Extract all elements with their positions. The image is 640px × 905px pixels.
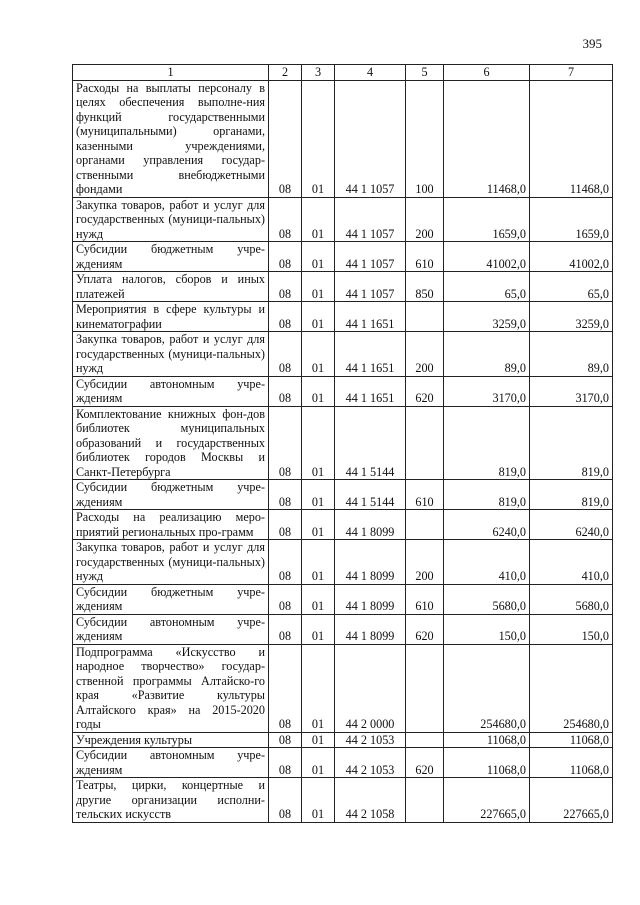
table-row: [73, 778, 613, 823]
amount-cell: 3170,0: [444, 376, 530, 406]
table-body: [73, 80, 613, 822]
table-row: [73, 242, 613, 272]
subsection-code-cell: 01: [302, 376, 335, 406]
subsection-code-cell: 01: [302, 732, 335, 748]
amount-cell: 150,0: [444, 614, 530, 644]
section-code-cell: 08: [269, 732, 302, 748]
target-article-cell: 44 2 1053: [335, 748, 406, 778]
amount-cell: 819,0: [444, 406, 530, 480]
section-code-cell: 08: [269, 272, 302, 302]
table-row: [73, 272, 613, 302]
amount-total-cell: 1659,0: [530, 197, 613, 242]
section-code-cell: 08: [269, 510, 302, 540]
row-name-cell: Закупка товаров, работ и услуг для государственных (муници-пальных) нужд: [73, 197, 269, 242]
expense-type-cell: [406, 732, 444, 748]
amount-total-cell: 11068,0: [530, 748, 613, 778]
amount-cell: 5680,0: [444, 584, 530, 614]
subsection-code-cell: 01: [302, 197, 335, 242]
expense-type-cell: 620: [406, 748, 444, 778]
subsection-code-cell: 01: [302, 510, 335, 540]
amount-total-cell: 3170,0: [530, 376, 613, 406]
budget-table: [72, 64, 613, 823]
amount-cell: 6240,0: [444, 510, 530, 540]
target-article-cell: 44 1 1057: [335, 242, 406, 272]
subsection-code-cell: 01: [302, 778, 335, 823]
column-header: 4: [335, 65, 406, 81]
amount-cell: 227665,0: [444, 778, 530, 823]
row-name-cell: Расходы на выплаты персоналу в целях обеспечения выполне-ния функций государственными (муниципальными) органами, казенными учреждениями, органами управления государ-ственными внебюджетными фондами: [73, 80, 269, 197]
row-name-cell: Подпрограмма «Искусство и народное творчество» государ-ственной программы Алтайско-го края «Развитие культуры Алтайского края» на 2015-2020 годы: [73, 644, 269, 732]
expense-type-cell: 200: [406, 332, 444, 377]
amount-total-cell: 5680,0: [530, 584, 613, 614]
row-name-cell: Уплата налогов, сборов и иных платежей: [73, 272, 269, 302]
column-header: 3: [302, 65, 335, 81]
expense-type-cell: 100: [406, 80, 444, 197]
expense-type-cell: 610: [406, 242, 444, 272]
section-code-cell: 08: [269, 376, 302, 406]
amount-cell: 11068,0: [444, 748, 530, 778]
row-name-cell: Закупка товаров, работ и услуг для государственных (муници-пальных) нужд: [73, 540, 269, 585]
expense-type-cell: [406, 406, 444, 480]
row-name-cell: Субсидии бюджетным учре-ждениям: [73, 584, 269, 614]
expense-type-cell: 200: [406, 197, 444, 242]
amount-cell: 65,0: [444, 272, 530, 302]
row-name-cell: Расходы на реализацию меро-приятий региональных про-грамм: [73, 510, 269, 540]
row-name-cell: Субсидии автономным учре-ждениям: [73, 748, 269, 778]
subsection-code-cell: 01: [302, 748, 335, 778]
section-code-cell: 08: [269, 778, 302, 823]
amount-total-cell: 254680,0: [530, 644, 613, 732]
subsection-code-cell: 01: [302, 406, 335, 480]
subsection-code-cell: 01: [302, 540, 335, 585]
amount-cell: 410,0: [444, 540, 530, 585]
target-article-cell: 44 1 5144: [335, 406, 406, 480]
subsection-code-cell: 01: [302, 332, 335, 377]
column-number-row: [73, 65, 613, 81]
expense-type-cell: [406, 302, 444, 332]
amount-total-cell: 227665,0: [530, 778, 613, 823]
expense-type-cell: 620: [406, 376, 444, 406]
amount-cell: 254680,0: [444, 644, 530, 732]
target-article-cell: 44 1 8099: [335, 584, 406, 614]
table-row: [73, 332, 613, 377]
amount-cell: 41002,0: [444, 242, 530, 272]
table-row: [73, 584, 613, 614]
expense-type-cell: [406, 510, 444, 540]
section-code-cell: 08: [269, 644, 302, 732]
column-header: 5: [406, 65, 444, 81]
amount-total-cell: 65,0: [530, 272, 613, 302]
section-code-cell: 08: [269, 242, 302, 272]
expense-type-cell: [406, 778, 444, 823]
subsection-code-cell: 01: [302, 80, 335, 197]
amount-cell: 89,0: [444, 332, 530, 377]
target-article-cell: 44 1 1057: [335, 197, 406, 242]
section-code-cell: 08: [269, 748, 302, 778]
subsection-code-cell: 01: [302, 614, 335, 644]
row-name-cell: Субсидии бюджетным учре-ждениям: [73, 480, 269, 510]
table-row: [73, 406, 613, 480]
amount-total-cell: 11068,0: [530, 732, 613, 748]
column-header: 6: [444, 65, 530, 81]
row-name-cell: Комплектование книжных фон-дов библиотек муниципальных образований и государственных библиотек городов Москвы и Санкт-Петербурга: [73, 406, 269, 480]
amount-total-cell: 11468,0: [530, 80, 613, 197]
table-row: [73, 540, 613, 585]
section-code-cell: 08: [269, 197, 302, 242]
row-name-cell: Театры, цирки, концертные и другие организации исполни-тельских искусств: [73, 778, 269, 823]
target-article-cell: 44 1 1057: [335, 80, 406, 197]
table-row: [73, 197, 613, 242]
amount-cell: 11068,0: [444, 732, 530, 748]
row-name-cell: Мероприятия в сфере культуры и кинематографии: [73, 302, 269, 332]
table-row: [73, 302, 613, 332]
amount-total-cell: 819,0: [530, 406, 613, 480]
subsection-code-cell: 01: [302, 480, 335, 510]
table-row: [73, 80, 613, 197]
target-article-cell: 44 1 8099: [335, 540, 406, 585]
amount-total-cell: 6240,0: [530, 510, 613, 540]
target-article-cell: 44 2 1058: [335, 778, 406, 823]
column-header: 1: [73, 65, 269, 81]
expense-type-cell: 200: [406, 540, 444, 585]
row-name-cell: Закупка товаров, работ и услуг для государственных (муници-пальных) нужд: [73, 332, 269, 377]
amount-total-cell: 3259,0: [530, 302, 613, 332]
target-article-cell: 44 1 8099: [335, 510, 406, 540]
column-header: 7: [530, 65, 613, 81]
table-row: [73, 510, 613, 540]
row-name-cell: Субсидии автономным учре-ждениям: [73, 376, 269, 406]
row-name-cell: Субсидии бюджетным учре-ждениям: [73, 242, 269, 272]
amount-total-cell: 150,0: [530, 614, 613, 644]
expense-type-cell: 620: [406, 614, 444, 644]
table-row: [73, 732, 613, 748]
expense-type-cell: 610: [406, 480, 444, 510]
amount-total-cell: 89,0: [530, 332, 613, 377]
subsection-code-cell: 01: [302, 242, 335, 272]
row-name-cell: Субсидии автономным учре-ждениям: [73, 614, 269, 644]
target-article-cell: 44 2 0000: [335, 644, 406, 732]
amount-total-cell: 41002,0: [530, 242, 613, 272]
section-code-cell: 08: [269, 540, 302, 585]
amount-cell: 11468,0: [444, 80, 530, 197]
table-row: [73, 748, 613, 778]
subsection-code-cell: 01: [302, 272, 335, 302]
section-code-cell: 08: [269, 302, 302, 332]
expense-type-cell: 610: [406, 584, 444, 614]
page-number: 395: [582, 36, 602, 51]
subsection-code-cell: 01: [302, 584, 335, 614]
amount-cell: 3259,0: [444, 302, 530, 332]
target-article-cell: 44 1 8099: [335, 614, 406, 644]
subsection-code-cell: 01: [302, 644, 335, 732]
section-code-cell: 08: [269, 332, 302, 377]
section-code-cell: 08: [269, 80, 302, 197]
table-row: [73, 614, 613, 644]
target-article-cell: 44 1 1057: [335, 272, 406, 302]
section-code-cell: 08: [269, 584, 302, 614]
table-row: [73, 480, 613, 510]
section-code-cell: 08: [269, 614, 302, 644]
target-article-cell: 44 1 5144: [335, 480, 406, 510]
amount-cell: 819,0: [444, 480, 530, 510]
expense-type-cell: 850: [406, 272, 444, 302]
section-code-cell: 08: [269, 480, 302, 510]
expense-type-cell: [406, 644, 444, 732]
amount-total-cell: 410,0: [530, 540, 613, 585]
section-code-cell: 08: [269, 406, 302, 480]
amount-cell: 1659,0: [444, 197, 530, 242]
target-article-cell: 44 1 1651: [335, 332, 406, 377]
row-name-cell: Учреждения культуры: [73, 732, 269, 748]
subsection-code-cell: 01: [302, 302, 335, 332]
table-row: [73, 644, 613, 732]
amount-total-cell: 819,0: [530, 480, 613, 510]
column-header: 2: [269, 65, 302, 81]
target-article-cell: 44 2 1053: [335, 732, 406, 748]
target-article-cell: 44 1 1651: [335, 302, 406, 332]
target-article-cell: 44 1 1651: [335, 376, 406, 406]
table-row: [73, 376, 613, 406]
